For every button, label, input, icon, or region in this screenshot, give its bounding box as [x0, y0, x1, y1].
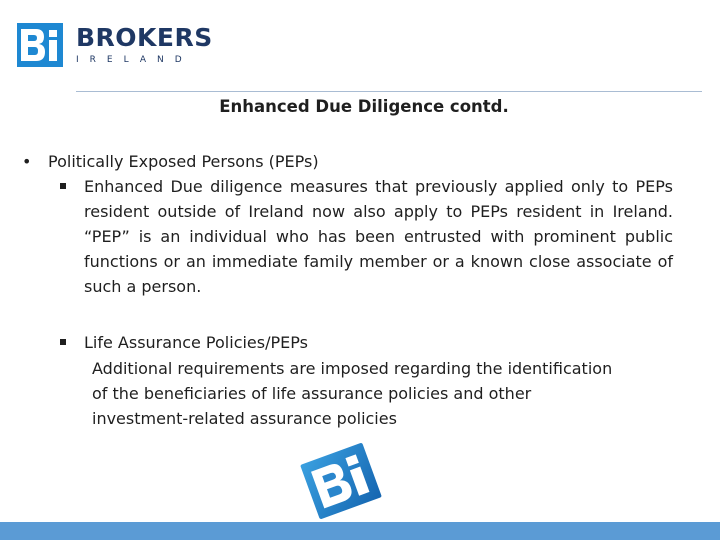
sub-item-life-assurance-body: [92, 356, 692, 431]
body-line: investment-related assurance policies: [92, 409, 397, 428]
square-bullet-icon: [60, 183, 66, 189]
bi-watermark-logo-icon: [294, 440, 388, 522]
bullet-marker: •: [22, 152, 32, 171]
body-line: of the beneficiaries of life assurance policies and other: [92, 384, 532, 403]
square-bullet-icon: [60, 339, 66, 345]
slide-title: Enhanced Due Diligence contd.: [219, 97, 509, 116]
sub-item-enhanced-due-diligence: Enhanced Due diligence measures that previously applied only to PEPs resident outside of Ireland now also apply to PEPs resident in Ireland. “PEP” is an individual who has been entrusted with prominent public functions or an immediate family member or a known close associate of such a person.: [84, 177, 673, 296]
logo-brand-subname: IRELAND: [76, 55, 193, 65]
logo-brand-name: BROKERS: [76, 23, 213, 52]
sub-item-life-assurance: Life Assurance Policies/PEPs: [84, 333, 308, 352]
footer-bar: [0, 522, 720, 540]
body-line: Additional requirements are imposed regarding the identification: [92, 359, 613, 378]
bullet-peps: Politically Exposed Persons (PEPs): [48, 152, 319, 171]
